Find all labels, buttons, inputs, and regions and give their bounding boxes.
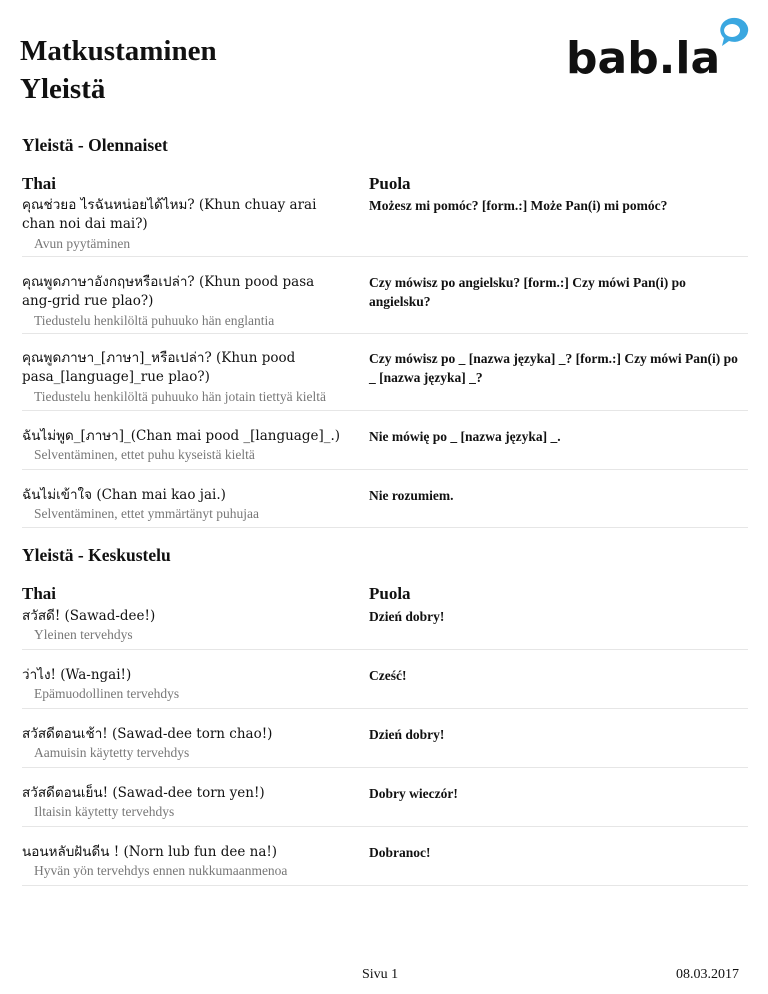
usage-note: Selventäminen, ettet puhu kyseistä kieltä [34, 447, 255, 462]
usage-note: Tiedustelu henkilöltä puhuuko hän jotain tiettyä kieltä [34, 389, 326, 404]
source-phrase: คุณช่วยอ ไรฉันหน่อยได้ไหม? (Khun chuay arai chan noi dai mai?) [22, 197, 317, 232]
target-phrase: Nie mówię po _ [nazwa języka] _. [369, 429, 561, 444]
source-phrase: ฉันไม่เข้าใจ (Chan mai kao jai.) [22, 487, 226, 503]
phrase-row [22, 725, 748, 768]
target-phrase: Możesz mi pomóc? [form.:] Może Pan(i) mi pomóc? [369, 198, 668, 213]
source-phrase: นอนหลับฝันดีน ! (Norn lub fun dee na!) [22, 844, 278, 860]
column-header-source: Thai [22, 584, 57, 603]
usage-note: Avun pyytäminen [34, 236, 131, 251]
usage-note: Selventäminen, ettet ymmärtänyt puhujaa [34, 506, 259, 521]
column-header-target: Puola [369, 584, 411, 603]
target-phrase: Dzień dobry! [369, 727, 445, 742]
babla-logo [566, 16, 750, 78]
phrase-row [22, 666, 748, 709]
speech-bubble-icon [720, 18, 748, 46]
logo-text: bab.la [566, 33, 721, 78]
target-phrase: Czy mówisz po _ [nazwa języka] _? [form.:] Czy mówi Pan(i) po _ [nazwa języka] _? [369, 351, 738, 385]
usage-note: Iltaisin käytetty tervehdys [34, 804, 175, 819]
source-phrase: สวัสดีตอนเย็น! (Sawad-dee torn yen!) [22, 785, 265, 801]
target-phrase: Cześć! [369, 668, 407, 683]
column-header-target: Puola [369, 174, 411, 193]
usage-note: Aamuisin käytetty tervehdys [34, 745, 190, 760]
source-phrase: คุณพูดภาษา_[ภาษา]_หรือเปล่า? (Khun pood pasa_[language]_rue plao?) [22, 350, 296, 385]
target-phrase: Dobry wieczór! [369, 786, 458, 801]
phrase-row [22, 486, 748, 528]
phrase-row [22, 273, 748, 334]
title-line-2: Yleistä [20, 73, 106, 105]
usage-note: Epämuodollinen tervehdys [34, 686, 180, 701]
source-phrase: สวัสดี! (Sawad-dee!) [22, 608, 156, 624]
usage-note: Yleinen tervehdys [34, 627, 133, 642]
target-phrase: Nie rozumiem. [369, 488, 454, 503]
usage-note: Hyvän yön tervehdys ennen nukkumaanmenoa [34, 863, 288, 878]
phrase-row [22, 427, 748, 470]
source-phrase: ว่าไง! (Wa-ngai!) [22, 667, 132, 683]
source-phrase: สวัสดีตอนเช้า! (Sawad-dee torn chao!) [22, 726, 273, 742]
column-header-source: Thai [22, 174, 57, 193]
target-phrase: Czy mówisz po angielsku? [form.:] Czy mówi Pan(i) po angielsku? [369, 275, 686, 309]
phrase-row [22, 196, 748, 257]
usage-note: Tiedustelu henkilöltä puhuuko hän englantia [34, 313, 275, 328]
page-number: Sivu 1 [362, 967, 399, 982]
phrase-row [22, 349, 748, 411]
source-phrase: คุณพูดภาษาอังกฤษหรือเปล่า? (Khun pood pasa ang-grid rue plao?) [22, 274, 315, 309]
target-phrase: Dzień dobry! [369, 609, 445, 624]
source-phrase: ฉันไม่พูด_[ภาษา]_(Chan mai pood _[language]_.) [22, 428, 341, 444]
document-title [20, 32, 217, 108]
phrase-row [22, 784, 748, 827]
phrase-row [22, 607, 748, 650]
target-phrase: Dobranoc! [369, 845, 431, 860]
document-date: 08.03.2017 [676, 967, 739, 982]
section-title-conversation: Yleistä - Keskustelu [22, 545, 171, 565]
title-line-1: Matkustaminen [20, 35, 217, 67]
section-title-essentials: Yleistä - Olennaiset [22, 135, 168, 155]
phrase-row [22, 843, 748, 886]
